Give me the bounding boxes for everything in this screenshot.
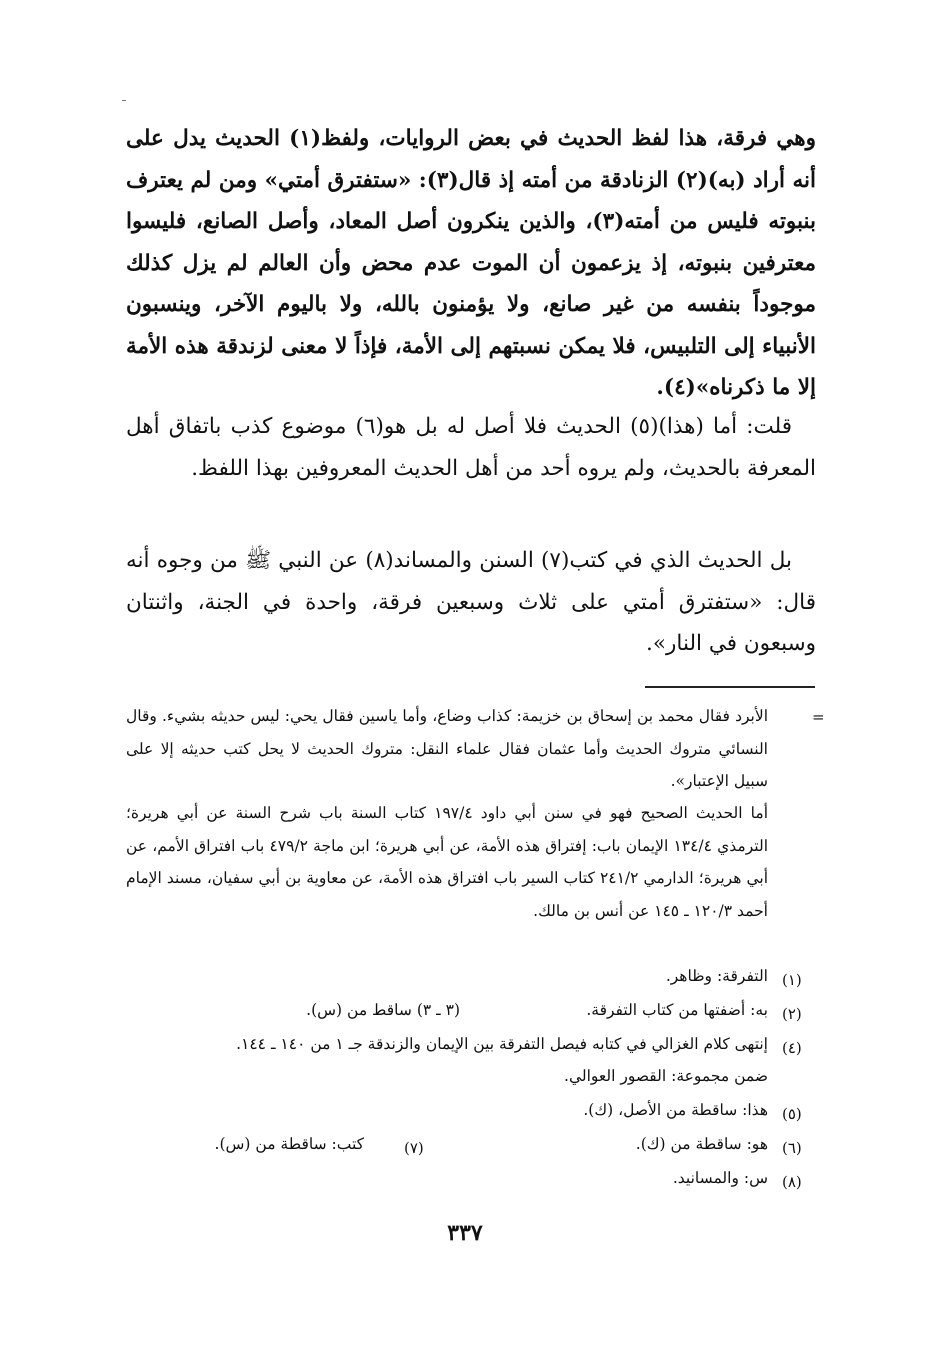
footnote-5-number: (٥) xyxy=(782,1105,802,1123)
continuation-mark: = xyxy=(812,708,825,726)
footnote-4-text-line2: ضمن مجموعة: القصور العوالي. xyxy=(564,1067,768,1085)
footnote-3-text: (٣ ـ ٣) ساقط من (س). xyxy=(306,1001,460,1019)
page-number: ٣٣٧ xyxy=(447,1220,483,1246)
footnote-7-number: (٧) xyxy=(404,1139,424,1157)
footnote-continuation-2: أما الحديث الصحيح فهو في سنن أبي داود ١٩٧/٤ كتاب السنة باب شرح السنة عن أبي هريرة؛ الترمذي ١٣٤/٤ الإيمان باب: إفتراق هذه الأمة، عن أبي هريرة؛ ابن ماجة ٤٧٩/٢ باب افتراق الأمم، عن أبي هريرة؛ الدارمي ٢٤١/٢ كتاب السير باب افتراق هذه الأمة، عن معاوية بن أبي سفيان، مسند الإمام أحمد ١٢٠/٣ ـ ١٤٥ عن أنس بن مالك. xyxy=(126,804,768,920)
footnote-5-text: هذا: ساقطة من الأصل، (ك). xyxy=(583,1101,768,1119)
footnote-continuation-1: الأبرد فقال محمد بن إسحاق بن خزيمة: كذاب وضاع، وأما ياسين فقال يحي: ليس حديثه بشيء. وقال النسائي متروك الحديث وأما عثمان فقال علماء النقل: متروك الحديث لا يحل كتب حديثه إلا على سبيل الإعتبار». xyxy=(126,707,768,790)
footnote-1-number: (١) xyxy=(782,971,802,989)
footnote-1-text: التفرقة: وظاهر. xyxy=(665,967,768,985)
footnote-6-text: هو: ساقطة من (ك). xyxy=(635,1135,768,1153)
footnote-8-text: س: والمسانيد. xyxy=(672,1169,768,1187)
footnote-6-number: (٦) xyxy=(782,1139,802,1157)
footnote-4-text: إنتهى كلام الغزالي في كتابه فيصل التفرقة بين الإيمان والزندقة جـ ١ من ١٤٠ ـ ١٤٤. xyxy=(236,1035,768,1053)
footnote-4-number: (٤) xyxy=(782,1039,802,1057)
corner-mark xyxy=(122,100,126,101)
paragraph-3 xyxy=(126,540,816,665)
paragraph-2 xyxy=(126,406,816,489)
footnote-2-text: به: أضفتها من كتاب التفرقة. xyxy=(586,1001,768,1019)
footnote-7-text: كتب: ساقطة من (س). xyxy=(214,1135,364,1153)
paragraph-2-text: قلت: أما (هذا)(٥) الحديث فلا أصل له بل هو(٦) موضوع كذب باتفاق أهل المعرفة بالحديث، ولم يروه أحد من أهل الحديث المعروفين بهذا اللفظ. xyxy=(126,414,816,481)
footnote-8-number: (٨) xyxy=(782,1173,802,1191)
paragraph-1: وهي فرقة، هذا لفظ الحديث في بعض الروايات، ولفظ(١) الحديث يدل على أنه أراد (به)(٢) الزنادقة من أمته إذ قال(٣): «ستفترق أمتي» ومن لم يعترف بنبوته فليس من أمته(٣)، والذين ينكرون أصل المعاد، وأصل الصانع، فليسوا معترفين بنبوته، إذ يزعمون أن الموت عدم محض وأن العالم لم يزل كذلك موجوداً بنفسه من غير صانع، ولا يؤمنون بالله، ولا باليوم الآخر، وينسبون الأنبياء إلى التلبيس، فلا يمكن نسبتهم إلى الأمة، فإذاً لا معنى لزندقة هذه الأمة إلا ما ذكرناه»(٤). xyxy=(126,126,816,400)
footnote-2-number: (٢) xyxy=(782,1005,802,1023)
footnote-separator xyxy=(645,686,815,688)
paragraph-3-text: بل الحديث الذي في كتب(٧) السنن والمساند(٨) عن النبي ﷺ من وجوه أنه قال: «ستفترق أمتي على ثلاث وسبعين فرقة، واحدة في الجنة، واثنتان وسبعون في النار». xyxy=(126,548,816,656)
